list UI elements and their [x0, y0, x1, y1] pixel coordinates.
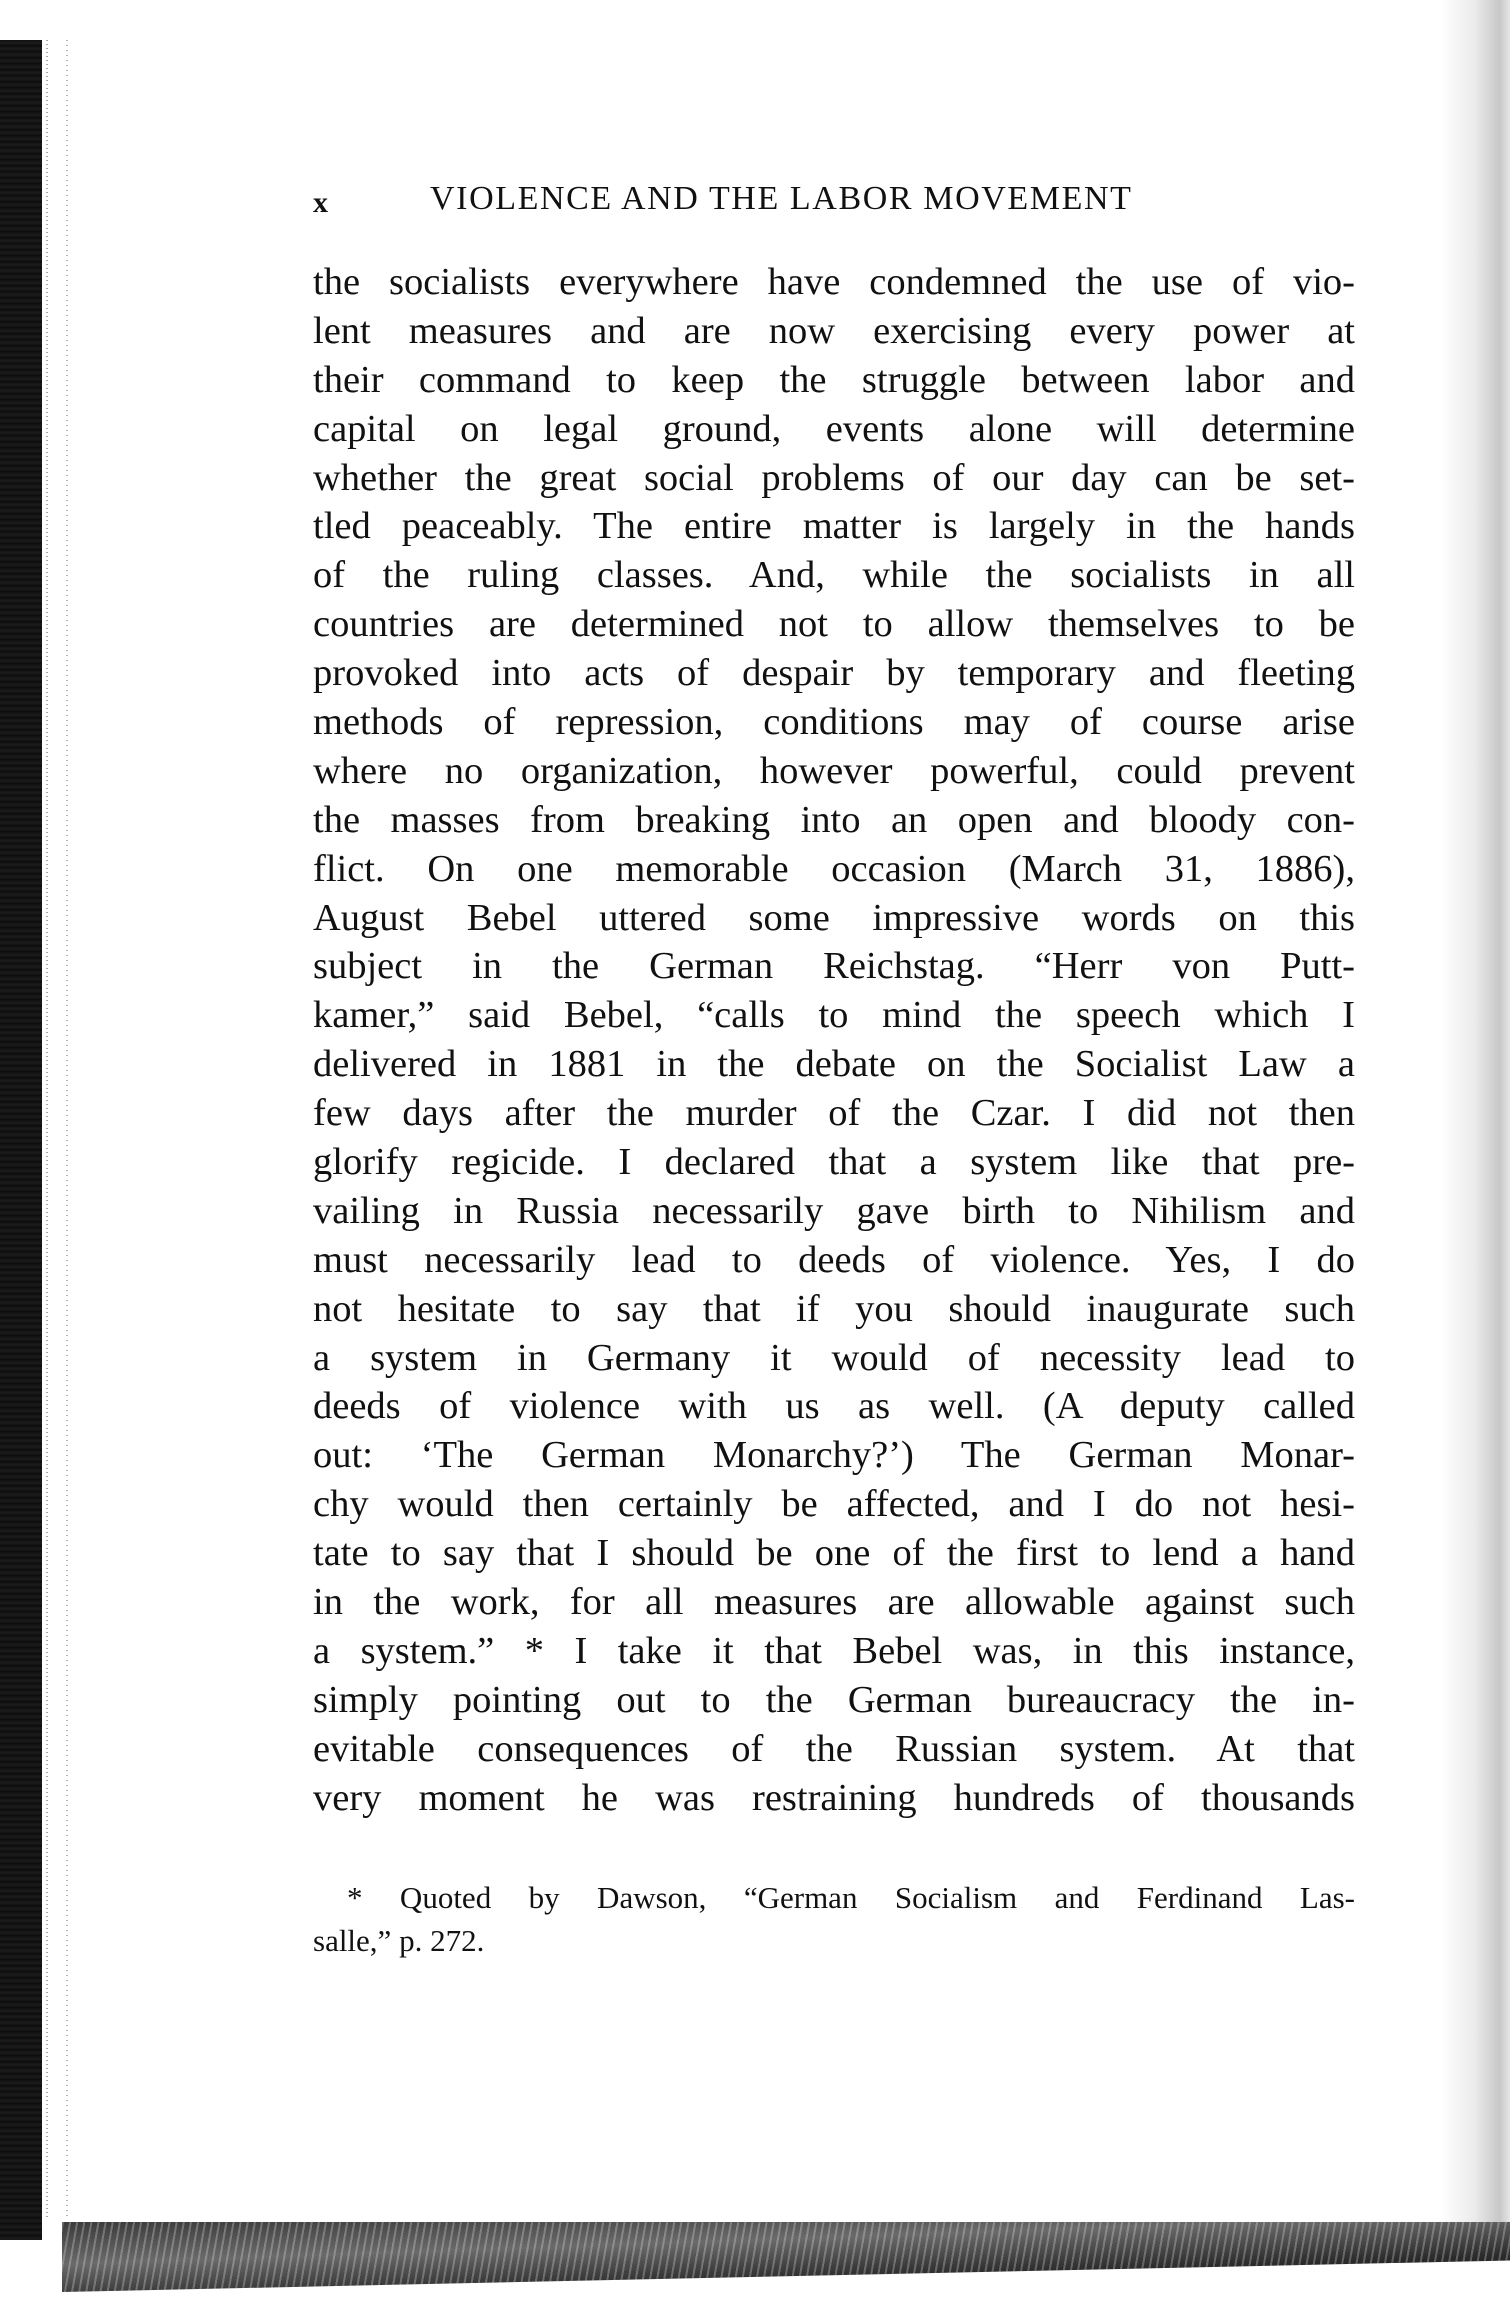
text-line: subject in the German Reichstag. “Herr von Putt- [313, 945, 1355, 988]
text-line: glorify regicide. I declared that a system like that pre- [313, 1141, 1355, 1184]
text-line: flict. On one memorable occasion (March 31, 1886), [313, 847, 1355, 890]
scan-binding-shadow-left [0, 40, 42, 2240]
text-line: provoked into acts of despair by temporary and fleeting [313, 652, 1355, 695]
text-line: evitable consequences of the Russian system. At that [313, 1727, 1355, 1770]
text-line: August Bebel uttered some impressive words on this [313, 896, 1355, 939]
text-line: chy would then certainly be affected, and I do not hesi- [313, 1483, 1355, 1526]
text-line: a system in Germany it would of necessity lead to [313, 1336, 1355, 1379]
text-line: a system.” * I take it that Bebel was, in this instance, [313, 1629, 1355, 1672]
running-title: VIOLENCE AND THE LABOR MOVEMENT [430, 180, 1133, 217]
text-line: their command to keep the struggle between labor and [313, 358, 1355, 401]
text-line: tled peaceably. The entire matter is largely in the hands [313, 505, 1355, 548]
text-line: in the work, for all measures are allowable against such [313, 1581, 1355, 1624]
scan-edge-shadow-bottom [62, 2222, 1510, 2292]
text-line: delivered in 1881 in the debate on the Socialist Law a [313, 1043, 1355, 1086]
text-line: not hesitate to say that if you should inaugurate such [313, 1287, 1355, 1330]
text-line: of the ruling classes. And, while the socialists in all [313, 554, 1355, 597]
text-line: the masses from breaking into an open and bloody con- [313, 798, 1355, 841]
footnote [313, 1876, 1355, 1962]
page-number: x [313, 186, 328, 219]
text-line: simply pointing out to the German bureaucracy the in- [313, 1678, 1355, 1721]
text-line: out: ‘The German Monarchy?’) The German Monar- [313, 1434, 1355, 1477]
text-line: tate to say that I should be one of the first to lend a hand [313, 1532, 1355, 1575]
text-line: deeds of violence with us as well. (A deputy called [313, 1385, 1355, 1428]
text-line: whether the great social problems of our day can be set- [313, 456, 1355, 499]
text-line: must necessarily lead to deeds of violence. Yes, I do [313, 1238, 1355, 1281]
text-line: methods of repression, conditions may of course arise [313, 701, 1355, 744]
text-line: very moment he was restraining hundreds of thousands [313, 1776, 1355, 1819]
text-line: few days after the murder of the Czar. I did not then [313, 1092, 1355, 1135]
footnote-line: salle,” p. 272. [313, 1923, 485, 1958]
text-line: the socialists everywhere have condemned the use of vio- [313, 261, 1355, 303]
text-line: countries are determined not to allow themselves to be [313, 603, 1355, 646]
text-line: kamer,” said Bebel, “calls to mind the speech which I [313, 994, 1355, 1037]
text-line: vailing in Russia necessarily gave birth to Nihilism and [313, 1189, 1355, 1232]
scan-gutter-noise [42, 40, 76, 2220]
page-header [313, 180, 1355, 226]
footnote-line: * Quoted by Dawson, “German Socialism and Ferdinand Las- [347, 1880, 1355, 1915]
text-line: capital on legal ground, events alone will determine [313, 407, 1355, 450]
text-line: where no organization, however powerful, could prevent [313, 749, 1355, 792]
body-text [313, 258, 1355, 1823]
text-line: lent measures and are now exercising every power at [313, 309, 1355, 352]
scan-edge-shadow-right [1440, 0, 1510, 2230]
